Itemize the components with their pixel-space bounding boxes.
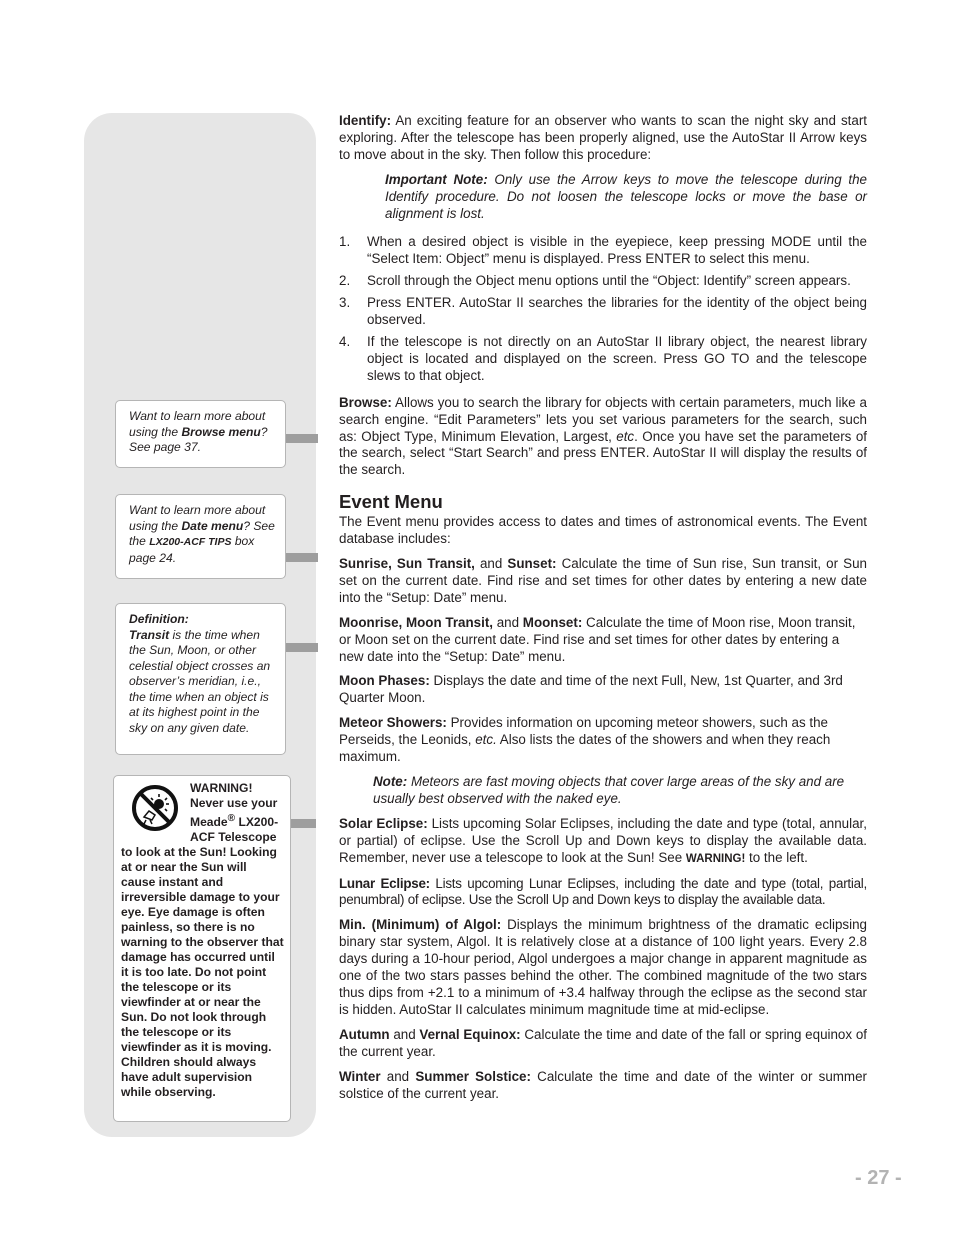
note-text: ? See page 37. <box>129 424 268 454</box>
step-number: 4. <box>339 333 351 349</box>
algol-paragraph <box>339 917 867 1018</box>
note-text: box page 24. <box>129 534 255 565</box>
step-text: If the telescope is not directly on an AutoStar II library object, the nearest library object is located and displayed on the screen. Press GO TO and the telescope slews to that object. <box>367 333 867 383</box>
step-number: 1. <box>339 234 351 250</box>
algol-label: Min. (Minimum) of Algol: <box>339 917 502 933</box>
sunset-label: Sunset: <box>507 556 557 572</box>
step-text: When a desired object is visible in the eyepiece, keep pressing MODE until the “Select Item: Object” menu is displayed. Press ENTER to select this menu. <box>367 234 867 267</box>
note-small-caps: LX200-ACF TIPS <box>149 536 232 548</box>
moon-phases-label: Moon Phases: <box>339 673 430 689</box>
browse-paragraph <box>339 395 867 480</box>
step-text: Press ENTER. AutoStar II searches the libraries for the identity of the object being observed. <box>367 295 867 328</box>
browse-menu-note <box>115 400 286 468</box>
important-note-text: Only use the Arrow keys to move the telescope during the Identify procedure. Do not loosen the telescope locks or move the base or alignment is lost. <box>385 171 867 221</box>
list-item <box>339 273 867 290</box>
registered-mark: ® <box>227 813 236 824</box>
solar-eclipse-label: Solar Eclipse: <box>339 815 428 831</box>
moon-phases-paragraph <box>339 673 867 707</box>
page-number: - 27 - <box>855 1167 902 1189</box>
summer-solstice-label: Summer Solstice: <box>415 1068 531 1084</box>
moonrise-label: Moonrise, Moon Transit, <box>339 614 493 630</box>
meteor-text: Provides information on upcoming meteor showers, such as the Perseids, the Leonids, <box>339 715 828 748</box>
meteor-paragraph <box>339 715 867 766</box>
moonrise-paragraph <box>339 615 867 666</box>
important-note-label: Important Note: <box>385 171 488 187</box>
note-text: Want to learn more about using the <box>129 503 266 533</box>
list-item <box>339 295 867 329</box>
warning-body: to look at the Sun! Looking at or near the Sun will cause instant and irreversible damage to your eye. Eye damage is often painless, so there is no warning to the observer that damage has occurred until it is too late. Do not point the telescope or its viewfinder at or near the Sun. Do not look through the telescope or its viewfinder as it is moving. Children should always have adult supervision while observing. <box>121 845 284 1100</box>
vernal-equinox-label: Vernal Equinox: <box>419 1026 521 1042</box>
definition-note <box>115 603 286 755</box>
warning-text: LX200- <box>235 815 279 830</box>
meteor-etc: etc. <box>475 732 497 748</box>
sunrise-text: Calculate the time of Sun rise, Sun transit, or Sun set on the current date. Find rise and set times for other dates by entering a new date into the “Setup: Date” menu. <box>339 556 867 605</box>
sunrise-paragraph <box>339 556 867 607</box>
sun-warning-box <box>113 775 291 1122</box>
step-number: 3. <box>339 295 351 311</box>
autumn-label: Autumn <box>339 1026 390 1042</box>
important-note <box>385 172 867 223</box>
lunar-eclipse-label: Lunar Eclipse: <box>339 875 430 891</box>
and-text: and <box>389 1026 420 1042</box>
lunar-eclipse-paragraph <box>339 876 867 910</box>
step-number: 2. <box>339 273 351 289</box>
and-text: and <box>493 614 523 630</box>
event-menu-heading: Event Menu <box>339 491 443 513</box>
meteor-text: Also lists the dates of the showers and when they reach maximum. <box>339 732 831 765</box>
identify-text: An exciting feature for an observer who wants to scan the night sky and start exploring. After the telescope has been properly aligned, use the AutoStar II Arrow keys to move about in the sky. Then follow this procedure: <box>339 113 867 162</box>
list-item <box>339 234 867 268</box>
note-bold: Browse menu <box>181 424 261 439</box>
warning-text: Never use your <box>190 796 278 810</box>
note-text: ? See the <box>129 518 275 548</box>
warning-reference: WARNING! <box>685 852 746 865</box>
note-tab <box>286 553 318 562</box>
equinox-paragraph <box>339 1027 867 1061</box>
solar-eclipse-text: to the left. <box>745 849 808 865</box>
meteor-label: Meteor Showers: <box>339 715 447 731</box>
meteor-note <box>373 774 867 808</box>
solstice-paragraph <box>339 1069 867 1103</box>
browse-label: Browse: <box>339 394 392 410</box>
note-tab <box>286 643 318 652</box>
solar-eclipse-text: Lists upcoming Solar Eclipses, including the date and type (total, annular, or partial) of eclipse. Use the Scroll Up and Down keys to display the available data. Remember, never use a telescope to look at the Sun! See <box>339 815 867 865</box>
note-tab <box>291 819 316 828</box>
browse-text: . Once you have set the parameters of the search, select “Start Search” and press ENTER. AutoStar II will display the results of the search. <box>339 428 867 478</box>
definition-text: is the time when the Sun, Moon, or other celestial object crosses an observer’s meridian, i.e., the time when an object is at its highest point in the sky on any given date. <box>129 627 271 735</box>
definition-term: Transit <box>129 627 170 642</box>
warning-text: Meade <box>190 815 228 830</box>
note-tab <box>286 434 318 443</box>
main-content <box>339 113 867 1110</box>
identify-paragraph <box>339 113 867 164</box>
winter-label: Winter <box>339 1068 381 1084</box>
identify-steps <box>339 234 867 384</box>
note-text: Want to learn more about using the <box>129 409 266 439</box>
equinox-text: Calculate the time and date of the fall or spring equinox of the current year. <box>339 1026 867 1059</box>
algol-text: Displays the minimum brightness of the dramatic eclipsing binary star system, Algol. It is relatively close at a distance of 100 light years. Every 2.8 days during a 10-hour period, Algol undergoes a major change in apparent magnitude as one of the two stars passes behind the other. The combined magnitude of the two stars thus dips from +2.1 to a minimum of +3.4 halfway through the eclipse as the second star is hidden. AutoStar II calculates minimum magnitude time at mid-eclipse. <box>339 917 867 1017</box>
lunar-eclipse-text: Lists upcoming Lunar Eclipses, including the date and type (total, partial, penumbral) of eclipse. Use the Scroll Up and Down keys to display the available data. <box>339 875 867 908</box>
step-text: Scroll through the Object menu options until the “Object: Identify” screen appears. <box>367 273 851 289</box>
moon-phases-text: Displays the date and time of the next Full, New, 1st Quarter, and 3rd Quarter Moon. <box>339 673 843 706</box>
identify-label: Identify: <box>339 113 392 128</box>
meteor-note-label: Note: <box>373 774 408 789</box>
solstice-text: Calculate the time and date of the winter or summer solstice of the current year. <box>339 1068 867 1101</box>
and-text: and <box>474 556 508 572</box>
list-item <box>339 334 867 385</box>
meteor-note-text: Meteors are fast moving objects that cover large areas of the sky and are usually best observed with the naked eye. <box>373 774 845 806</box>
solar-eclipse-paragraph <box>339 816 867 868</box>
note-bold: Date menu <box>181 518 244 533</box>
and-text: and <box>380 1068 416 1084</box>
moonset-label: Moonset: <box>522 614 583 630</box>
warning-text: ACF Telescope <box>190 830 277 845</box>
no-sun-icon <box>131 784 179 832</box>
definition-heading: Definition: <box>129 612 189 626</box>
date-menu-note <box>115 494 286 579</box>
browse-text: Allows you to search the library for objects with certain parameters, much like a search engine. “Edit Parameters” lets you set various parameters for the search, such as: Object Type, Minimum Elevation, Largest, <box>339 394 867 444</box>
moonrise-text: Calculate the time of Moon rise, Moon transit, or Moon set on the current date. Find rise and set times for other dates by entering a new date into the “Setup: Date” menu. <box>339 614 856 664</box>
browse-etc: etc <box>616 428 635 444</box>
event-intro: The Event menu provides access to dates and times of astronomical events. The Event database includes: <box>339 514 867 547</box>
sunrise-label: Sunrise, Sun Transit, <box>339 556 475 572</box>
warning-title: WARNING! <box>190 781 253 795</box>
